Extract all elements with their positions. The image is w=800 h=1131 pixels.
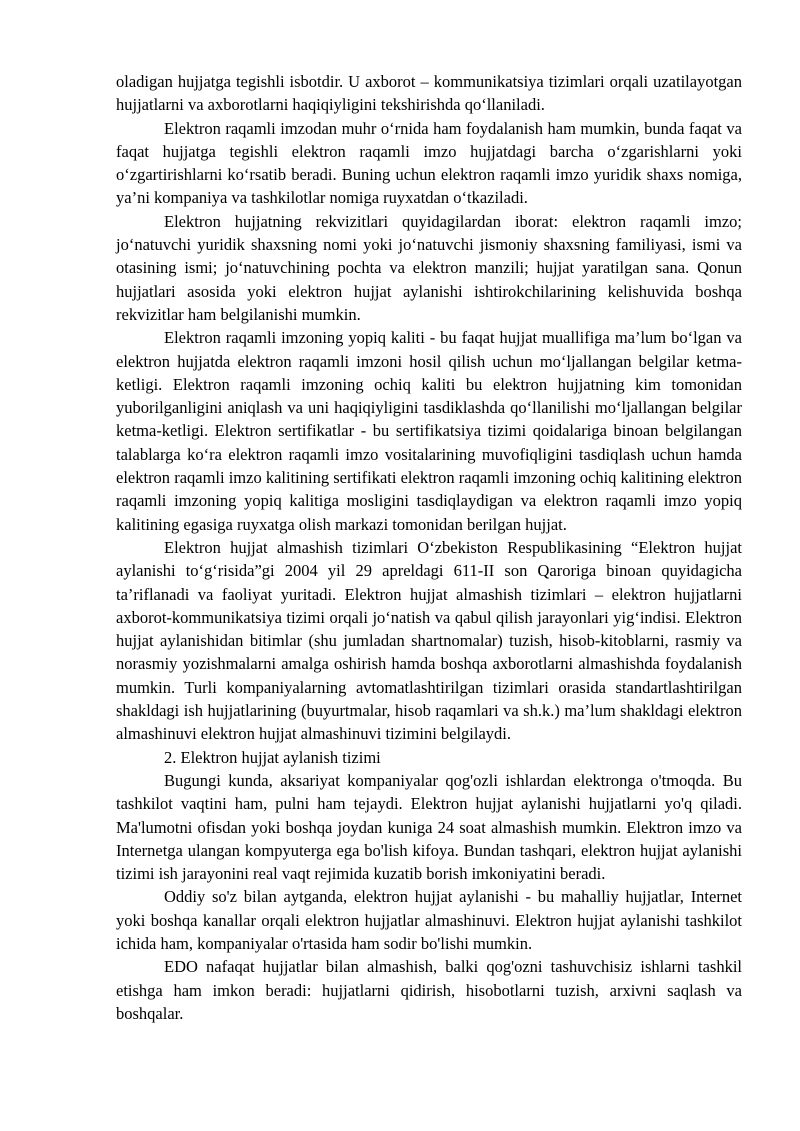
section-heading: 2. Elektron hujjat aylanish tizimi xyxy=(164,747,381,767)
paragraph-edo-benefits: EDO nafaqat hujjatlar bilan almashish, balki qog'ozni tashuvchisiz ishlarni tashkil etishga ham imkon beradi: hujjatlarni qidirish, hisobotlarni tuzish, arxivni saqlash va boshqalar. xyxy=(116,957,742,1023)
paragraph-digital-signature-seal: Elektron raqamli imzodan muhr o‘rnida ham foydalanish ham mumkin, bunda faqat va faqat hujjatga tegishli elektron raqamli imzo hujjatdagi barcha o‘zgarishlarni yoki o‘zgartirishlarni ko‘rsatib beradi. Buning uchun elektron raqamli imzo yuridik shaxs nomiga, ya’ni kompaniya va tashkilotlar nomiga ruyxatdan o‘tkaziladi. xyxy=(116,118,742,208)
document-page xyxy=(116,70,742,1025)
paragraph-exchange-systems: Elektron hujjat almashish tizimlari O‘zbekiston Respublikasining “Elektron hujjat aylanishi to‘g‘risida”gi 2004 yil 29 apreldagi 611-II son Qaroriga binoan quyidagicha ta’riflanadi va faoliyat yuritadi. Elektron hujjat almashish tizimlari – elektron hujjatlarni axborot-kommunikatsiya tizimi orqali jo‘natish va qabul qilish jarayonlari yig‘indisi. Elektron hujjat aylanishidan bitimlar (shu jumladan shartnomalar) tuzish, hisob-kitoblarni, rasmiy va norasmiy yozishmalarni amalga oshirish hamda boshqa axborotlarni almashishda foydalanish mumkin. Turli kompaniyalarning avtomatlashtirilgan tizimlari orasida standartlashtirilgan shakldagi ish hujjatlarining (buyurtmalar, hisob raqamlari va sh.k.) ma’lum shakldagi elektron almashinuvi elektron hujjat almashinuvi tizimini belgilaydi. xyxy=(116,537,742,744)
paragraph-document-requisites: Elektron hujjatning rekvizitlari quyidagilardan iborat: elektron raqamli imzo; jo‘natuvchi yuridik shaxsning nomi yoki jo‘natuvchi jismoniy shaxsning familiyasi, ismi va otasining ismi; jo‘natuvchining pochta va elektron manzili; hujjat yaratilgan sana. Qonun hujjatlari asosida yoki elektron hujjat aylanishi ishtirokchilarining kelishuvida boshqa rekvizitlar ham belgilanishi mumkin. xyxy=(116,211,742,324)
paragraph-continuation: oladigan hujjatga tegishli isbotdir. U axborot – kommunikatsiya tizimlari orqali uzatilayotgan hujjatlarni va axborotlarni haqiqiyligini tekshirishda qo‘llaniladi. xyxy=(116,72,742,115)
paragraph-companies-moving-electronic: Bugungi kunda, aksariyat kompaniyalar qog'ozli ishlardan elektronga o'tmoqda. Bu tashkilot vaqtini ham, pulni ham tejaydi. Elektron hujjat aylanishi hujjatlarni yo'q qiladi. Ma'lumotni ofisdan yoki boshqa joydan kuniga 24 soat almashish mumkin. Elektron imzo va Internetga ulangan kompyuterga ega bo'lish kifoya. Bundan tashqari, elektron hujjat aylanishi tizimi ish jarayonini real vaqt rejimida kuzatib borish imkoniyatini beradi. xyxy=(116,770,742,884)
paragraph-signature-keys: Elektron raqamli imzoning yopiq kaliti - bu faqat hujjat muallifiga ma’lum bo‘lgan va elektron hujjatda elektron raqamli imzoni hosil qilish uchun mo‘ljallangan belgilar ketma-ketligi. Elektron raqamli imzoning ochiq kaliti bu elektron hujjatning kim tomonidan yuborilganligini aniqlash va uni haqiqiyligini tasdiklashda qo‘llanilishi mo‘ljallangan belgilar ketma-ketligi. Elektron sertifikatlar - bu sertifikatsiya tizimi qoidalariga binoan belgilangan talablarga ko‘ra elektron raqamli imzo vositalarining muvofiqligini tasdiqlash uchun hamda elektron raqamli imzo kalitining sertifikati elektron raqamli imzoning ochiq kalitining elektron raqamli imzoning yopiq kalitiga mosligini tasdiqlaydigan va elektron raqamli imzo yopiq kalitining egasiga ruyxatga olish markazi tomonidan berilgan hujjat. xyxy=(116,328,742,534)
paragraph-simple-definition: Oddiy so'z bilan aytganda, elektron hujjat aylanishi - bu mahalliy hujjatlar, Internet yoki boshqa kanallar orqali elektron hujjatlar almashinuvi. Elektron hujjat aylanishi tashkilot ichida ham, kompaniyalar o'rtasida ham sodir bo'lishi mumkin. xyxy=(116,887,742,953)
